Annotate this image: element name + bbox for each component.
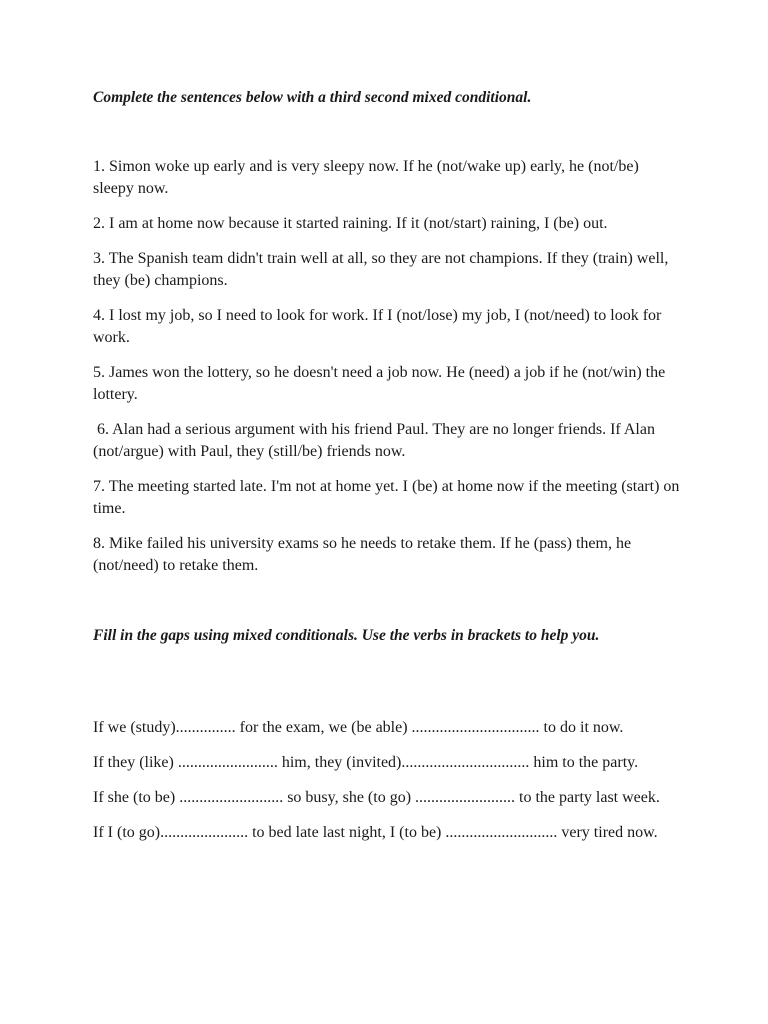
gap-fill-item: If I (to go)...................... to bed late last night, I (to be) ............................ very tired now. xyxy=(93,824,658,841)
gap-fill-item: If she (to be) .......................... so busy, she (to go) ......................... to the party last week. xyxy=(93,789,660,806)
exercise-item: 1. Simon woke up early and is very sleepy now. If he (not/wake up) early, he (not/be) sleepy now. xyxy=(93,158,639,197)
exercise-item: 6. Alan had a serious argument with his friend Paul. They are no longer friends. If Alan (not/argue) with Paul, they (still/be) friends now. xyxy=(93,421,659,460)
section-2-gap-fill-list xyxy=(93,717,683,857)
section-1-exercise-list xyxy=(93,156,683,590)
exercise-item: 5. James won the lottery, so he doesn't need a job now. He (need) a job if he (not/win) the lottery. xyxy=(93,364,666,403)
section-1-instructions: Complete the sentences below with a third second mixed conditional. xyxy=(93,89,532,106)
gap-fill-item: If we (study)............... for the exam, we (be able) ................................ to do it now. xyxy=(93,719,624,736)
exercise-item: 2. I am at home now because it started raining. If it (not/start) raining, I (be) out. xyxy=(93,215,608,232)
gap-fill-item: If they (like) ......................... him, they (invited)................................ him to the party. xyxy=(93,754,639,771)
section-2-instructions: Fill in the gaps using mixed conditionals. Use the verbs in brackets to help you. xyxy=(93,627,600,644)
exercise-item: 8. Mike failed his university exams so he needs to retake them. If he (pass) them, he (not/need) to retake them. xyxy=(93,535,632,574)
exercise-item: 3. The Spanish team didn't train well at all, so they are not champions. If they (train) well, they (be) champions. xyxy=(93,250,669,289)
exercise-item: 4. I lost my job, so I need to look for work. If I (not/lose) my job, I (not/need) to look for work. xyxy=(93,307,662,346)
exercise-item: 7. The meeting started late. I'm not at home yet. I (be) at home now if the meeting (start) on time. xyxy=(93,478,680,517)
